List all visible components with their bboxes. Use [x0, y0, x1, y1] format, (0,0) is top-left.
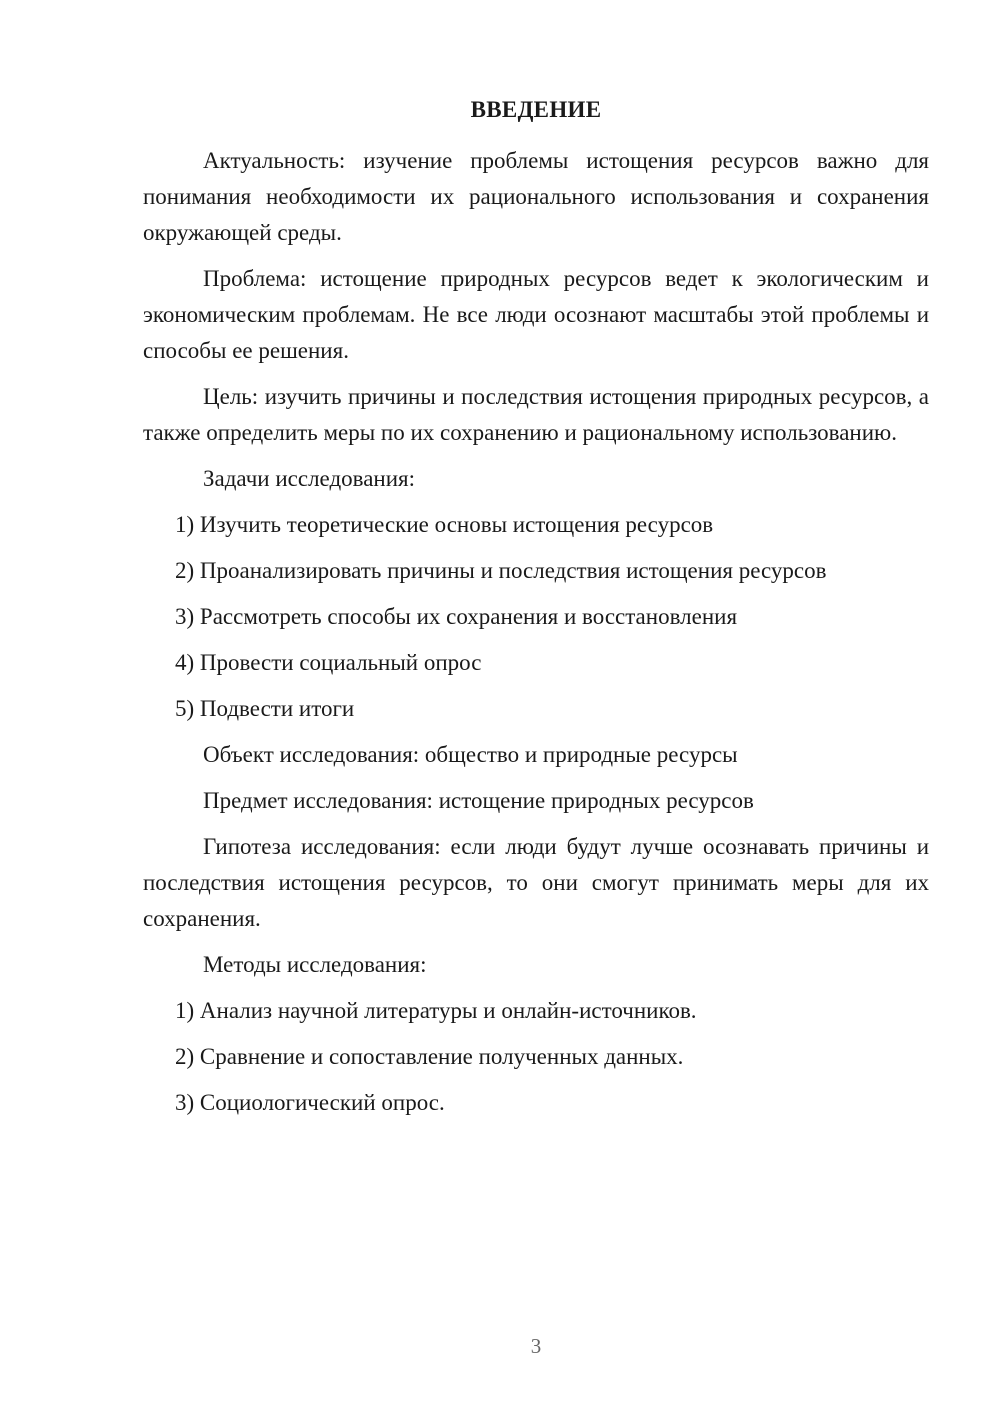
list-item: 3) Социологический опрос. — [175, 1090, 445, 1115]
page-number: 3 — [530, 1334, 542, 1358]
tasks-heading: Задачи исследования: — [203, 466, 416, 491]
methods-list — [143, 993, 929, 1121]
research-object: Объект исследования: общество и природные ресурсы — [203, 742, 738, 767]
goal-paragraph: Цель: изучить причины и последствия истощения природных ресурсов, а также определить меры по их сохранению и рациональному использованию. — [143, 384, 929, 445]
list-item: 2) Проанализировать причины и последствия истощения ресурсов — [175, 558, 827, 583]
list-item: 1) Анализ научной литературы и онлайн-источников. — [175, 998, 697, 1023]
list-item: 2) Сравнение и сопоставление полученных данных. — [175, 1044, 684, 1069]
list-item: 5) Подвести итоги — [175, 696, 355, 721]
hypothesis-paragraph: Гипотеза исследования: если люди будут лучше осознавать причины и последствия истощения ресурсов, то они смогут принимать меры для их сохранения. — [143, 834, 929, 931]
relevance-paragraph: Актуальность: изучение проблемы истощения ресурсов важно для понимания необходимости их рационального использования и сохранения окружающей среды. — [143, 148, 929, 245]
page-title: ВВЕДЕНИЕ — [470, 97, 602, 122]
list-item: 3) Рассмотреть способы их сохранения и восстановления — [175, 604, 738, 629]
tasks-list — [143, 507, 929, 727]
research-subject: Предмет исследования: истощение природных ресурсов — [203, 788, 754, 813]
list-item: 4) Провести социальный опрос — [175, 650, 482, 675]
list-item: 1) Изучить теоретические основы истощения ресурсов — [175, 512, 714, 537]
methods-heading: Методы исследования: — [203, 952, 427, 977]
problem-paragraph: Проблема: истощение природных ресурсов ведет к экологическим и экономическим проблемам. Не все люди осознают масштабы этой проблемы и способы ее решения. — [143, 266, 929, 363]
document-body — [143, 143, 929, 1131]
